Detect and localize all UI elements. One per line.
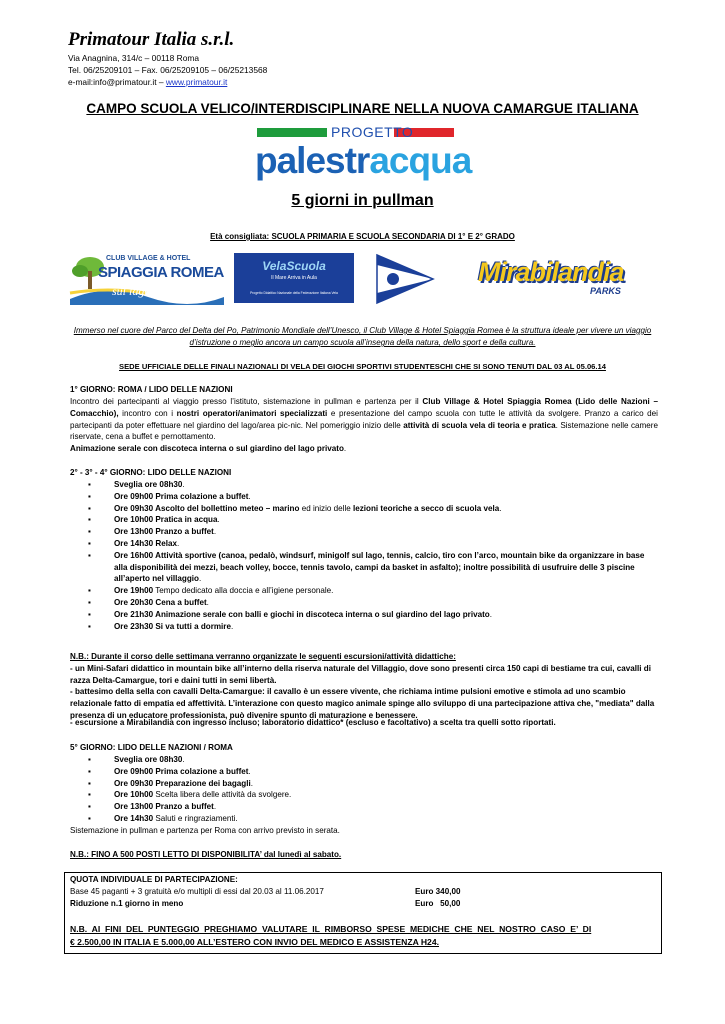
nb-excursion-2: - battesimo della sella con cavalli Delta-Camargue: il cavallo è un essere vivente, che richiama intime pulsioni emotive e stimola ad uno scambio relazionale fatto di empatia ed affettività. L’interazione con questo magico animale spinge allo sviluppo di una partecipazione attiva che, "mediata" dalla presenza di un educatore professionista, può divenire spunto di maturazione e benessere.: [70, 687, 655, 720]
mirabilandia-logo: [478, 253, 643, 303]
spiaggia-line1: CLUB VILLAGE & HOTEL: [106, 255, 191, 262]
price-row1-label: Base 45 paganti + 3 gratuità e/o multipli di essi dal 20.03 al 11.06.2017: [70, 887, 324, 896]
item-text: .: [182, 755, 185, 764]
item-bold: Ore 09h30 Ascolto del bollettino meteo – marino: [114, 503, 300, 513]
day5-heading: 5° GIORNO: LIDO DELLE NAZIONI / ROMA: [70, 743, 233, 752]
item-text: Scelta libera delle attività da svolgere.: [153, 790, 292, 800]
item-text-2: .: [499, 503, 502, 513]
website-link[interactable]: www.primatour.it: [165, 77, 228, 87]
list-item: [88, 526, 658, 538]
mirabilandia-name: Mirabilandia: [478, 257, 624, 287]
item-text: .: [230, 621, 234, 631]
item-bold: Sveglia ore 08h30: [114, 480, 183, 489]
list-item: [88, 778, 658, 790]
list-item: [88, 538, 658, 550]
company-name: Primatour Italia s.r.l.: [68, 29, 235, 50]
item-bold: Ore 09h00 Prima colazione a buffet: [114, 491, 249, 501]
logo-palestracqua-text: [255, 140, 471, 182]
list-item: [88, 789, 658, 801]
item-text: ed inizio delle: [299, 503, 353, 513]
price-heading: QUOTA INDIVIDUALE DI PARTECIPAZIONE:: [70, 875, 238, 884]
velascuola-foot: Progetto Didattico Nazionale della Federazione Italiana Vela: [250, 291, 338, 295]
list-item: [88, 514, 658, 526]
company-address: Via Anagnina, 314/c – 00118 Roma: [68, 53, 199, 63]
price-row1-value: Euro 340,00: [415, 887, 461, 896]
item-text: .: [213, 802, 217, 812]
nb-excursions-heading: N.B.: Durante il corso delle settimana verranno organizzate le seguenti escursioni/attività didattiche:: [70, 652, 456, 661]
nb-excursion-3: - escursione a Mirabilandia con ingresso incluso; laboratorio didattico* (escluso e facoltativo) a scelta tra quelli sotto riportati.: [70, 718, 556, 727]
price-row2-label: Riduzione n.1 giorno in meno: [70, 899, 184, 908]
recommended-age: Età consigliata: SCUOLA PRIMARIA E SCUOLA SECONDARIA DI 1° E 2° GRADO: [210, 232, 515, 241]
item-text: .: [213, 527, 217, 537]
medical-note-line2: € 2.500,00 IN ITALIA E 5.000,00 ALL’ESTERO CON INVIO DEL MEDICO E ASSISTENZA H24.: [70, 937, 439, 947]
item-text: .: [248, 491, 251, 501]
company-phone: Tel. 06/25209101 – Fax. 06/25209105 – 06/25213568: [68, 65, 268, 75]
day1-t1: Incontro dei partecipanti al viaggio presso l’istituto, sistemazione in pullman e partenza per il: [70, 397, 423, 406]
item-bold: Sveglia ore 08h30: [114, 755, 183, 764]
velascuola-logo: [234, 253, 354, 303]
day1-b2: nostri operatori/animatori specializzati: [176, 408, 328, 418]
item-text: .: [248, 766, 251, 776]
item-text: .: [250, 778, 253, 788]
logo-word-palestr: palestr: [255, 140, 370, 181]
list-item: [88, 503, 658, 515]
item-bold: Ore 13h00 Pranzo a buffet: [114, 527, 214, 537]
item-bold: Ore 21h30 Animazione serale con balli e giochi in discoteca interna o sul giardino del lago privato: [114, 609, 490, 619]
day1-b3: attività di scuola vela di teoria e pratica: [403, 420, 556, 430]
day1-b4: Animazione serale con discoteca interna o sul giardino del lago privato: [70, 444, 344, 454]
list-item: [88, 597, 658, 609]
day1-text: [70, 396, 658, 455]
list-item: [88, 491, 658, 503]
day1-t4: . Sistemazione nelle camere riservate, cena a buffet e pernottamento.: [70, 420, 658, 442]
item-bold: Ore 23h30 Si va tutti a dormire: [114, 621, 231, 631]
item-bold: Ore 13h00 Pranzo a buffet: [114, 802, 214, 812]
day1-t5: .: [343, 444, 347, 454]
item-bold: Ore 10h00: [114, 790, 154, 800]
company-email-line: [68, 76, 227, 88]
list-item: [88, 621, 658, 633]
trip-duration: 5 giorni in pullman: [291, 192, 434, 209]
nb-availability: N.B.: FINO A 500 POSTI LETTO DI DISPONIBILITA’ dal lunedì al sabato.: [70, 850, 342, 859]
day1-heading: 1° GIORNO: ROMA / LIDO DELLE NAZIONI: [70, 385, 233, 394]
day1-t3: e presentazione del campo scuola con tutte le attività da svolgere. Pranzo a carico dei partecipanti da poter effettuare nel giardino del lago/area pic-nic. Nel pomeriggio inizio delle: [70, 408, 658, 430]
item-bold-2: lezioni teoriche a secco di scuola vela: [353, 503, 500, 513]
day5-closing: Sistemazione in pullman e partenza per Roma con arrivo previsto in serata.: [70, 826, 340, 835]
item-text: .: [199, 574, 202, 584]
email-text: e-mail:info@primatour.it –: [68, 77, 166, 87]
velascuola-tag: Il Mare Arriva in Aula: [271, 275, 317, 281]
day234-list: [88, 479, 658, 632]
page-title: CAMPO SCUOLA VELICO/INTERDISCIPLINARE NELLA NUOVA CAMARGUE ITALIANA: [86, 101, 639, 116]
item-bold: Ore 09h30 Preparazione dei bagagli: [114, 778, 251, 788]
list-item: [88, 754, 658, 766]
mirabilandia-sub: PARKS: [590, 286, 621, 296]
sailing-burgee-icon: [375, 253, 435, 305]
list-item: [88, 550, 658, 585]
list-item: [88, 609, 658, 621]
item-bold: Ore 20h30 Cena a buffet: [114, 597, 207, 607]
nb-excursion-1: - un Mini-Safari didattico in mountain bike all’interno della riserva naturale del Villaggio, dove sono presenti circa 150 capi di bestiame tra cui, cavalli di razza Delta-Camargue, tori e daini tutti in semi libertà.: [70, 664, 651, 685]
logo-stripe-green: [257, 128, 327, 137]
day1-t2: incontro con i: [118, 408, 177, 418]
logo-word-acqua: acqua: [369, 140, 472, 181]
item-text: .: [217, 515, 220, 525]
official-venue-note: SEDE UFFICIALE DELLE FINALI NAZIONALI DI VELA DEI GIOCHI SPORTIVI STUDENTESCHI CHE SI SONO TENUTI DAL 03 AL 05.06.14: [119, 362, 606, 371]
item-text: .: [182, 480, 185, 489]
item-bold: Ore 09h00 Prima colazione a buffet: [114, 766, 249, 776]
item-text: Tempo dedicato alla doccia e all’igiene personale.: [153, 586, 334, 596]
list-item: [88, 813, 658, 825]
item-bold: Ore 10h00 Pratica in acqua: [114, 515, 218, 525]
item-text: .: [206, 597, 209, 607]
list-item: [88, 801, 658, 813]
price-row2-value: Euro 50,00: [415, 899, 461, 908]
spiaggia-line3: sul lago e sul mare: [112, 284, 203, 298]
spiaggia-line2: SPIAGGIA ROMEA: [98, 264, 224, 281]
logo-progetto-text: PROGETTO: [331, 124, 414, 140]
intro-text: Immerso nel cuore del Parco del Delta del Po, Patrimonio Mondiale dell’Unesco, il Club Village & Hotel Spiaggia Romea è la struttura ideale per vivere un viaggio d’istruzione o meglio ancora un campo scuola all’insegna della natura, dello sport e della cultura.: [73, 326, 652, 347]
spiaggia-romea-logo: [68, 253, 226, 305]
day234-heading: 2° - 3° - 4° GIORNO: LIDO DELLE NAZIONI: [70, 468, 232, 477]
list-item: [88, 585, 658, 597]
item-text: Saluti e ringraziamenti.: [153, 813, 238, 823]
velascuola-name: VelaScuola: [262, 259, 326, 273]
item-text: .: [177, 538, 180, 548]
day1-b1: Club Village & Hotel Spiaggia Romea (Lido delle Nazioni – Comacchio),: [70, 397, 658, 418]
item-text: .: [489, 609, 492, 619]
medical-note-line1: N.B. AI FINI DEL PUNTEGGIO PREGHIAMO VALUTARE IL RIMBORSO SPESE MEDICHE CHE NEL NOSTRO CASO E’ DI: [70, 924, 592, 934]
item-bold: Ore 16h00 Attività sportive (canoa, pedalò, windsurf, minigolf sul lago, tennis, calcio, tiro con l’arco, mountain bike da organizzare in base alla disponibilità dei mezzi, beach volley, bocce, tennis tavolo, campi da basket in asfalto); inoltre possibilità di usufruire delle 3 piscine all’aperto nel villaggio: [114, 550, 645, 584]
item-bold: Ore 14h30 Relax: [114, 538, 177, 548]
day5-list: [88, 754, 658, 825]
list-item: [88, 479, 658, 491]
list-item: [88, 766, 658, 778]
item-bold: Ore 14h30: [114, 813, 154, 823]
price-box: [64, 872, 662, 954]
item-bold: Ore 19h00: [114, 586, 154, 596]
